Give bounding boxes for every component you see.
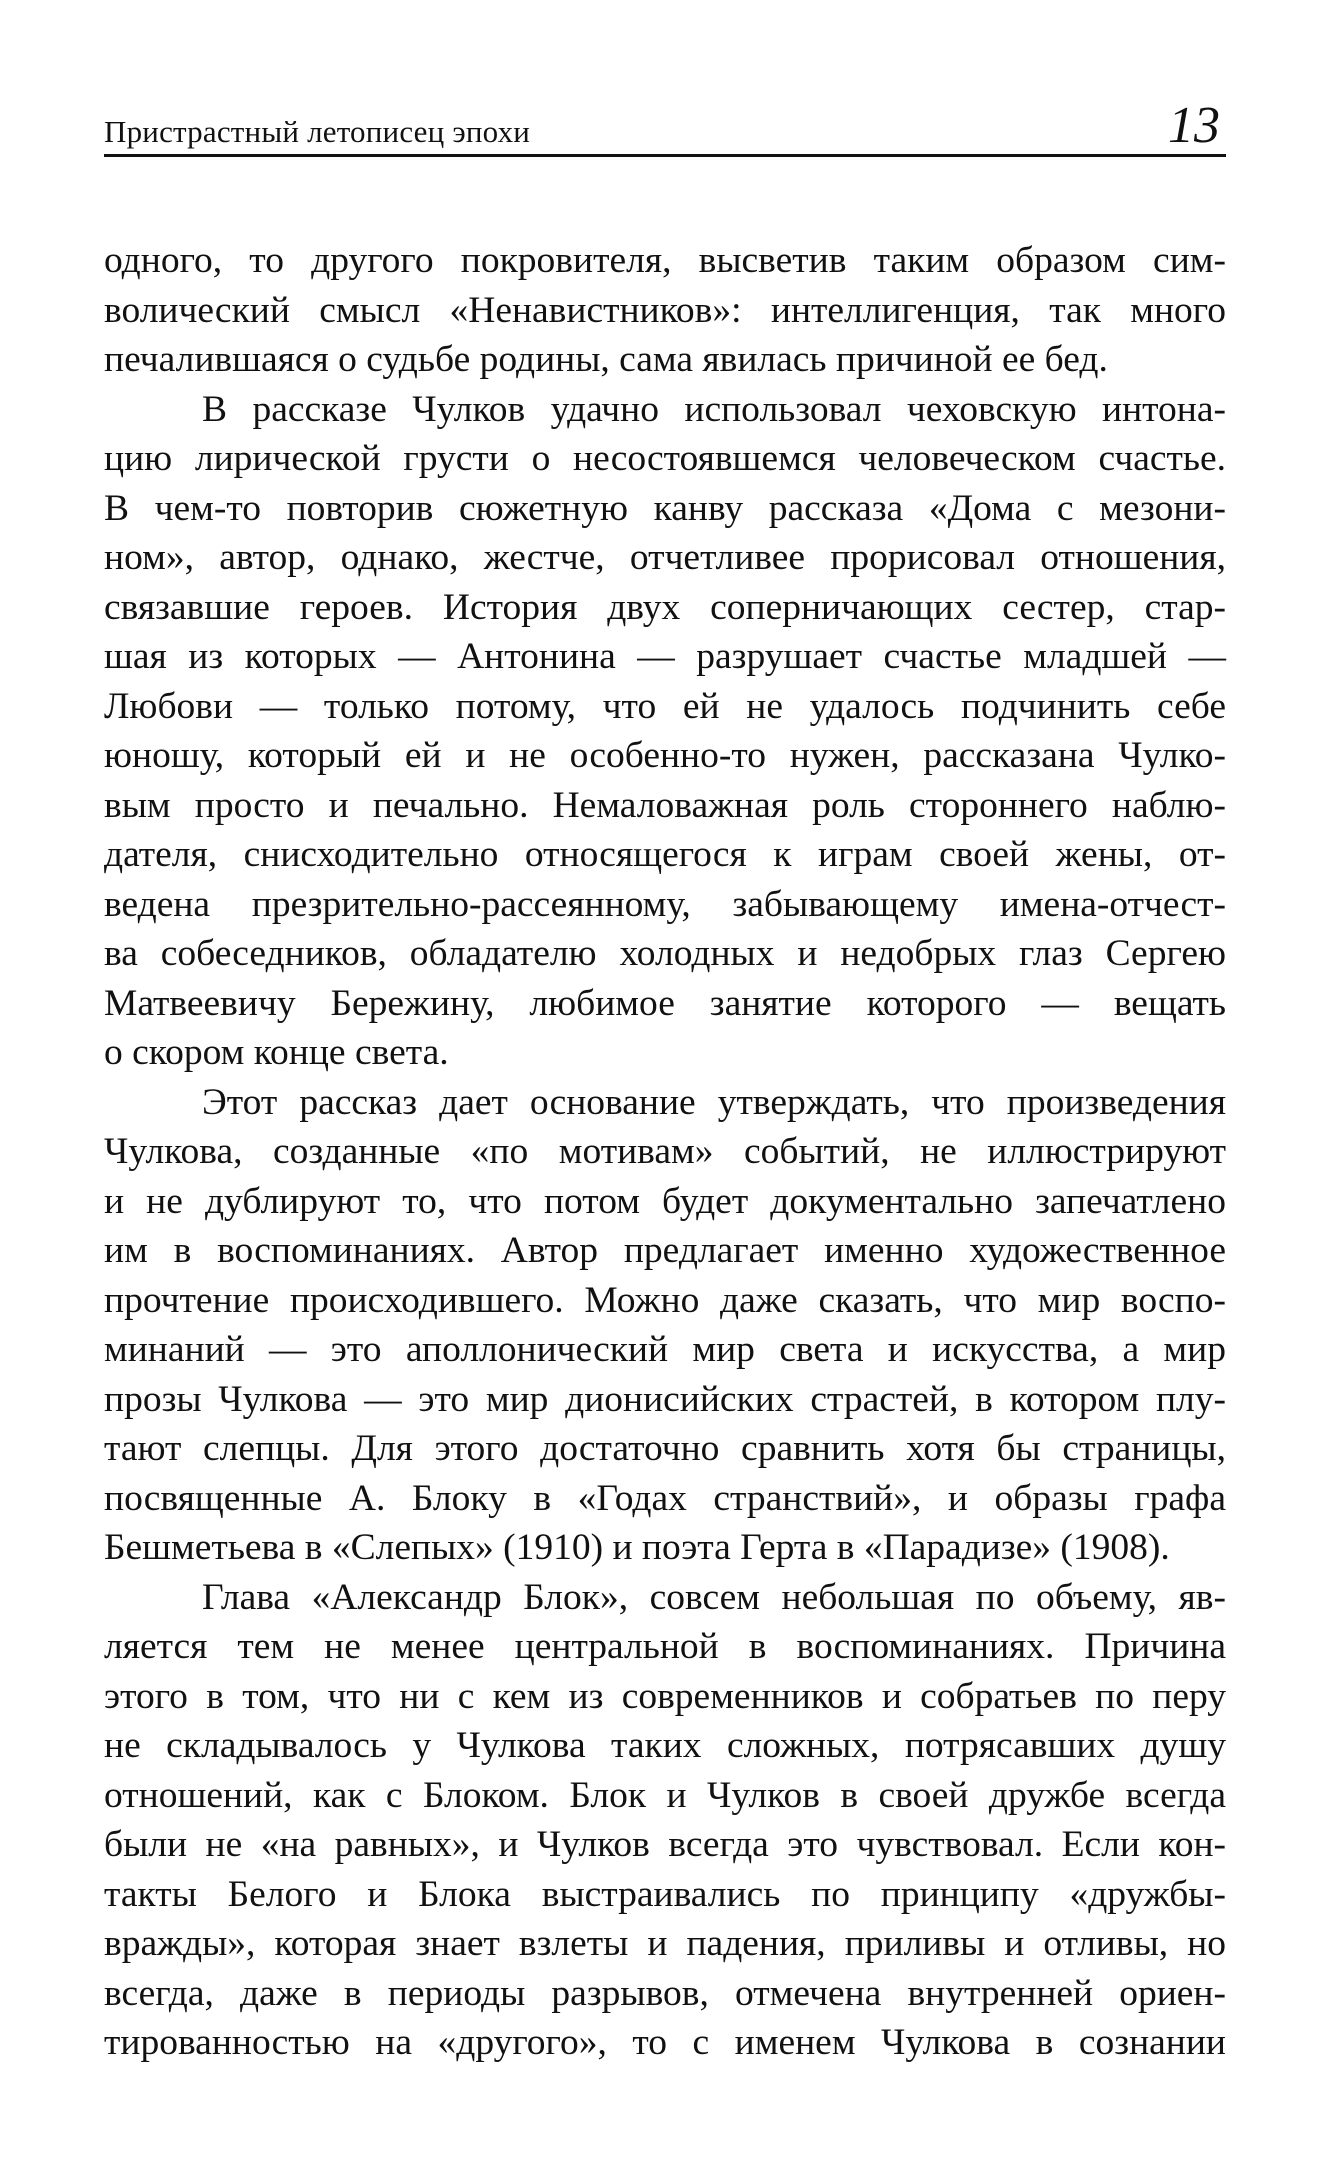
text-line: и не дублируют то, что потом будет документально запечатлено [104,1180,1226,1222]
text-line: прозы Чулкова — это мир дионисийских страстей, в котором плу- [104,1378,1226,1420]
text-line: волический смысл «Ненавистников»: интеллигенция, так много [104,289,1226,331]
text-line: не складывалось у Чулкова таких сложных, потрясавших душу [104,1725,1226,1766]
text-line: дателя, снисходительно относящегося к играм своей жены, от- [104,834,1226,875]
text-line: Чулкова, созданные «по мотивам» событий, не иллюстрируют [104,1131,1226,1172]
text-line: Бешметьева в «Слепых» (1910) и поэта Герта в «Парадизе» (1908). [104,1527,1170,1568]
text-line: ляется тем не менее центральной в воспоминаниях. Причина [104,1626,1226,1667]
text-line: шая из которых — Антонина — разрушает счастье младшей — [104,636,1226,677]
text-line: печалившаяся о судьбе родины, сама явилась причиной ее бед. [104,339,1108,380]
text-line: Глава «Александр Блок», совсем небольшая по объему, яв- [202,1576,1226,1618]
text-line: Любови — только потому, что ей не удалось подчинить себе [104,685,1226,727]
text-line: В чем-то повторив сюжетную канву рассказа «Дома с мезони- [104,487,1226,529]
text-line: им в воспоминаниях. Автор предлагает именно художественное [104,1230,1226,1271]
text-line: цию лирической грусти о несостоявшемся человеческом счастье. [104,438,1226,479]
text-line: этого в том, что ни с кем из современников и собратьев по перу [104,1675,1226,1717]
paragraph-4 [104,1573,1226,2068]
paragraph-1 [104,236,1226,385]
text-line: тают слепцы. Для этого достаточно сравнить хотя бы страницы, [104,1428,1226,1469]
header-rule [104,154,1226,157]
text-line: вым просто и печально. Немаловажная роль стороннего наблю- [104,784,1226,826]
text-line: были не «на равных», и Чулков всегда это чувствовал. Если кон- [104,1824,1226,1865]
running-head [104,96,1226,156]
text-line: Этот рассказ дает основание утверждать, что произведения [202,1081,1226,1123]
text-line: связавшие героев. История двух соперничающих сестер, стар- [104,586,1226,628]
page-number: 13 [1168,97,1220,154]
text-line: о скором конце света. [104,1032,449,1073]
text-line: ва собеседников, обладателю холодных и недобрых глаз Сергею [104,933,1226,974]
text-line: посвященные А. Блоку в «Годах странствий», и образы графа [104,1477,1226,1519]
paragraph-2 [104,385,1226,1078]
text-line: одного, то другого покровителя, высветив таким образом сим- [104,240,1226,281]
text-line: отношений, как с Блоком. Блок и Чулков в своей дружбе всегда [104,1774,1226,1816]
body-text [104,236,1226,2068]
book-page [104,0,1226,2184]
text-line: ном», автор, однако, жестче, отчетливее прорисовал отношения, [104,537,1226,578]
text-line: Матвеевичу Бережину, любимое занятие которого — вещать [104,982,1226,1024]
text-line: всегда, даже в периоды разрывов, отмечена внутренней ориен- [104,1972,1226,2014]
text-line: ведена презрительно-рассеянному, забывающему имена-отчест- [104,883,1226,925]
text-line: прочтение происходившего. Можно даже сказать, что мир воспо- [104,1279,1226,1321]
text-line: тированностью на «другого», то с именем Чулкова в сознании [104,2022,1226,2063]
text-line: юношу, который ей и не особенно-то нужен, рассказана Чулко- [104,735,1226,776]
paragraph-3 [104,1078,1226,1573]
text-line: В рассказе Чулков удачно использовал чеховскую интона- [202,388,1226,430]
text-line: минаний — это аполлонический мир света и искусства, а мир [104,1329,1226,1370]
running-title: Пристрастный летописец эпохи [104,114,531,149]
text-line: вражды», которая знает взлеты и падения, приливы и отливы, но [104,1923,1226,1964]
text-line: такты Белого и Блока выстраивались по принципу «дружбы- [104,1873,1226,1915]
